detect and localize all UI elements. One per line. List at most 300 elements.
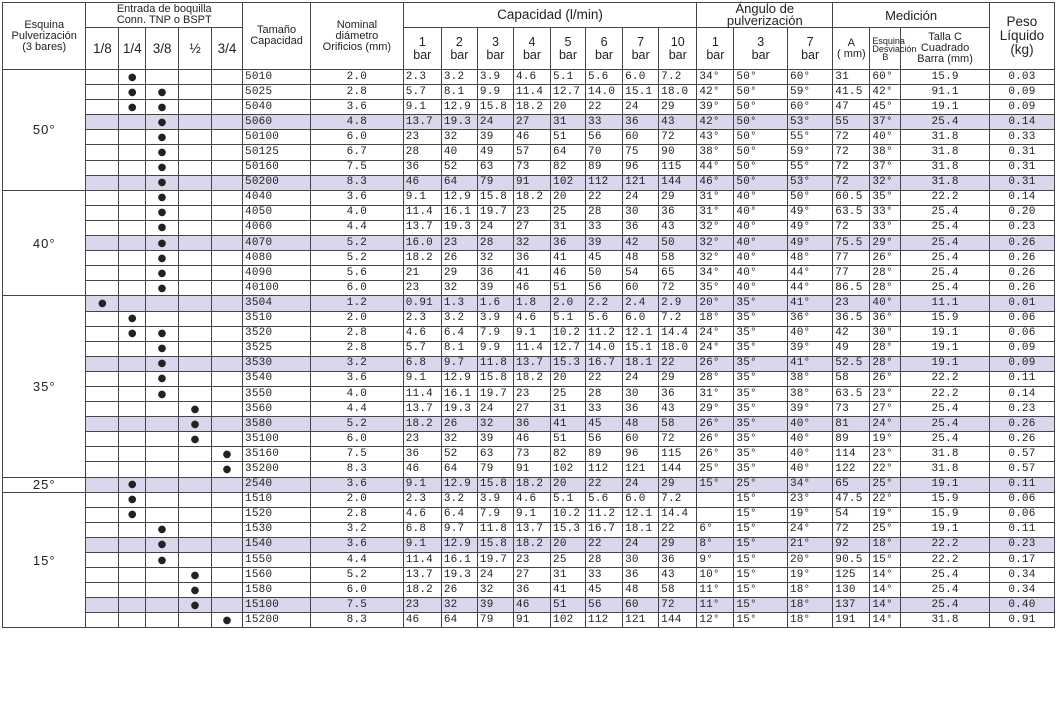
deviation-b-cell: 37° xyxy=(870,115,901,130)
capacity-size-cell: 1520 xyxy=(243,507,311,522)
capacity-size-cell: 3560 xyxy=(243,402,311,417)
weight-cell: 0.09 xyxy=(989,341,1054,356)
table-row xyxy=(3,402,1055,417)
capacity-cell: 3.2 xyxy=(441,70,477,85)
capacity-cell: 6.8 xyxy=(403,356,441,371)
capacity-cell: 52 xyxy=(441,160,477,175)
inlet-dot-icon: ● xyxy=(146,100,179,115)
orifice-diameter-cell: 2.8 xyxy=(311,341,404,356)
inlet-cell xyxy=(179,447,212,462)
capacity-cell: 28 xyxy=(477,236,513,251)
capacity-cell: 20 xyxy=(551,477,586,492)
capacity-cell: 46 xyxy=(403,613,441,628)
inlet-cell xyxy=(119,598,146,613)
capacity-size-cell: 35160 xyxy=(243,447,311,462)
capacity-size-cell: 3540 xyxy=(243,371,311,386)
deviation-b-cell: 60° xyxy=(870,70,901,85)
inlet-cell xyxy=(212,402,243,417)
capacity-size-cell: 1560 xyxy=(243,568,311,583)
spray-angle-cell: 50° xyxy=(734,70,788,85)
measure-a-cell: 36.5 xyxy=(833,311,870,326)
spray-angle-cell: 15° xyxy=(734,522,788,537)
measure-a-cell: 54 xyxy=(833,507,870,522)
capacity-cell: 15.1 xyxy=(623,85,659,100)
capacity-cell: 45 xyxy=(586,417,623,432)
deviation-b-cell: 14° xyxy=(870,613,901,628)
capacity-cell: 29 xyxy=(441,266,477,281)
spray-angle-cell: 49° xyxy=(787,220,832,235)
measure-a-cell: 58 xyxy=(833,371,870,386)
inlet-cell xyxy=(86,341,119,356)
capacity-cell: 2.3 xyxy=(403,492,441,507)
weight-cell: 0.57 xyxy=(989,447,1054,462)
capacity-cell: 36 xyxy=(623,220,659,235)
capacity-cell: 43 xyxy=(659,220,697,235)
capacity-cell: 49 xyxy=(477,145,513,160)
capacity-cell: 56 xyxy=(586,130,623,145)
capacity-cell: 8.1 xyxy=(441,85,477,100)
deviation-b-cell: 37° xyxy=(870,160,901,175)
spray-angle-cell: 55° xyxy=(787,160,832,175)
spray-angle-cell: 41° xyxy=(787,356,832,371)
inlet-cell xyxy=(146,402,179,417)
capacity-cell: 39 xyxy=(477,130,513,145)
capacity-cell: 24 xyxy=(477,568,513,583)
capacity-cell: 11.8 xyxy=(477,356,513,371)
inlet-cell xyxy=(146,311,179,326)
capacity-cell: 9.1 xyxy=(403,537,441,552)
inlet-cell xyxy=(146,583,179,598)
capacity-cell: 22 xyxy=(586,190,623,205)
capacity-size-cell: 15100 xyxy=(243,598,311,613)
weight-cell: 0.26 xyxy=(989,432,1054,447)
inlet-cell xyxy=(179,553,212,568)
orifice-diameter-cell: 7.5 xyxy=(311,447,404,462)
capacity-cell: 48 xyxy=(623,583,659,598)
deviation-b-cell: 14° xyxy=(870,583,901,598)
spray-angle-cell: 24° xyxy=(697,326,734,341)
capacity-cell: 2.3 xyxy=(403,70,441,85)
inlet-cell xyxy=(179,220,212,235)
measure-a-cell: 137 xyxy=(833,598,870,613)
capacity-cell: 41 xyxy=(551,417,586,432)
capacity-size-cell: 5060 xyxy=(243,115,311,130)
capacity-size-cell: 2540 xyxy=(243,477,311,492)
bar-size-c-cell: 11.1 xyxy=(901,296,990,311)
deviation-b-cell: 32° xyxy=(870,175,901,190)
inlet-cell xyxy=(86,190,119,205)
capacity-cell: 3.9 xyxy=(477,70,513,85)
capacity-cell: 9.1 xyxy=(513,507,550,522)
bar-size-c-cell: 15.9 xyxy=(901,507,990,522)
measure-a-cell: 90.5 xyxy=(833,553,870,568)
capacity-size-cell: 1540 xyxy=(243,537,311,552)
spray-angle-cell: 35° xyxy=(734,356,788,371)
capacity-cell: 56 xyxy=(586,432,623,447)
capacity-cell: 7.2 xyxy=(659,70,697,85)
capacity-cell: 30 xyxy=(623,205,659,220)
inlet-cell xyxy=(119,462,146,477)
weight-cell: 0.26 xyxy=(989,281,1054,296)
inlet-cell xyxy=(212,266,243,281)
inlet-cell xyxy=(212,115,243,130)
bar-size-c-cell: 15.9 xyxy=(901,311,990,326)
capacity-cell: 60 xyxy=(623,281,659,296)
weight-cell: 0.09 xyxy=(989,100,1054,115)
inlet-cell xyxy=(212,417,243,432)
inlet-dot-icon: ● xyxy=(86,296,119,311)
capacity-cell: 39 xyxy=(477,432,513,447)
inlet-cell xyxy=(179,386,212,401)
weight-cell: 0.26 xyxy=(989,266,1054,281)
spray-angle-cell: 31° xyxy=(697,386,734,401)
capacity-cell: 16.1 xyxy=(441,386,477,401)
weight-cell: 0.14 xyxy=(989,190,1054,205)
table-row xyxy=(3,251,1055,266)
capacity-cell: 9.9 xyxy=(477,85,513,100)
capacity-size-cell: 1580 xyxy=(243,583,311,598)
inlet-cell xyxy=(212,371,243,386)
capacity-size-cell: 35200 xyxy=(243,462,311,477)
capacity-cell: 13.7 xyxy=(403,220,441,235)
capacity-cell: 3.9 xyxy=(477,492,513,507)
deviation-b-cell: 15° xyxy=(870,553,901,568)
deviation-b-cell: 42° xyxy=(870,85,901,100)
angle-pressure-header: 1 bar xyxy=(697,28,734,70)
inlet-dot-icon: ● xyxy=(146,205,179,220)
capacity-cell: 33 xyxy=(586,568,623,583)
capacity-cell: 121 xyxy=(623,462,659,477)
inlet-cell xyxy=(179,236,212,251)
capacity-cell: 2.3 xyxy=(403,311,441,326)
capacity-cell: 58 xyxy=(659,251,697,266)
capacity-size-cell: 4050 xyxy=(243,205,311,220)
capacity-cell: 36 xyxy=(513,583,550,598)
weight-cell: 0.31 xyxy=(989,175,1054,190)
inlet-cell xyxy=(179,160,212,175)
capacity-cell: 63 xyxy=(477,447,513,462)
table-row xyxy=(3,598,1055,613)
spray-angle-cell: 11° xyxy=(697,598,734,613)
measure-a-cell: 52.5 xyxy=(833,356,870,371)
orifice-diameter-cell: 4.4 xyxy=(311,220,404,235)
capacity-cell: 79 xyxy=(477,462,513,477)
spray-angle-cell: 31° xyxy=(697,190,734,205)
capacity-cell: 9.7 xyxy=(441,522,477,537)
inlet-cell xyxy=(212,341,243,356)
capacity-cell: 12.9 xyxy=(441,537,477,552)
deviation-b-cell: 26° xyxy=(870,251,901,266)
capacity-cell: 36 xyxy=(623,568,659,583)
inlet-cell xyxy=(212,160,243,175)
inlet-cell xyxy=(86,598,119,613)
capacity-cell: 65 xyxy=(659,266,697,281)
capacity-cell: 60 xyxy=(623,130,659,145)
inlet-cell xyxy=(212,553,243,568)
capacity-cell: 29 xyxy=(659,477,697,492)
inlet-dot-icon: ● xyxy=(119,507,146,522)
inlet-cell xyxy=(179,537,212,552)
inlet-cell xyxy=(119,553,146,568)
table-row xyxy=(3,522,1055,537)
inlet-cell xyxy=(86,145,119,160)
deviation-b-cell: 22° xyxy=(870,492,901,507)
deviation-b-cell: 23° xyxy=(870,447,901,462)
capacity-cell: 11.2 xyxy=(586,326,623,341)
inlet-cell xyxy=(86,522,119,537)
table-row xyxy=(3,115,1055,130)
weight-cell: 0.40 xyxy=(989,598,1054,613)
inlet-cell xyxy=(119,145,146,160)
inlet-dot-icon: ● xyxy=(146,85,179,100)
capacity-size-cell: 3580 xyxy=(243,417,311,432)
spray-angle-cell: 15° xyxy=(734,492,788,507)
table-row xyxy=(3,160,1055,175)
orifice-diameter-cell: 4.0 xyxy=(311,205,404,220)
spray-angle-cell: 50° xyxy=(734,160,788,175)
spray-angle-cell: 20° xyxy=(697,296,734,311)
inlet-cell xyxy=(179,100,212,115)
capacity-cell: 18.1 xyxy=(623,356,659,371)
orifice-diameter-cell: 7.5 xyxy=(311,160,404,175)
weight-header: Peso Líquido (kg) xyxy=(989,3,1054,70)
spray-angle-cell: 40° xyxy=(734,205,788,220)
capacity-cell: 25 xyxy=(551,386,586,401)
measure-a-cell: 63.5 xyxy=(833,386,870,401)
inlet-cell xyxy=(86,537,119,552)
spray-angle-cell: 36° xyxy=(787,311,832,326)
bar-size-c-cell: 25.4 xyxy=(901,251,990,266)
inlet-cell xyxy=(119,220,146,235)
measure-a-cell: 77 xyxy=(833,251,870,266)
orifice-diameter-cell: 2.8 xyxy=(311,85,404,100)
orifice-diameter-cell: 1.2 xyxy=(311,296,404,311)
capacity-cell: 1.3 xyxy=(441,296,477,311)
capacity-cell: 73 xyxy=(513,160,550,175)
measure-a-cell: 86.5 xyxy=(833,281,870,296)
inlet-cell xyxy=(86,281,119,296)
capacity-cell: 56 xyxy=(586,598,623,613)
capacity-cell: 82 xyxy=(551,447,586,462)
deviation-b-cell: 40° xyxy=(870,130,901,145)
capacity-cell: 41 xyxy=(551,583,586,598)
capacity-size-cell: 1510 xyxy=(243,492,311,507)
table-row xyxy=(3,326,1055,341)
table-row xyxy=(3,537,1055,552)
capacity-cell: 15.1 xyxy=(623,341,659,356)
capacity-cell: 91 xyxy=(513,613,550,628)
capacity-cell: 5.6 xyxy=(586,311,623,326)
capacity-cell: 22 xyxy=(586,537,623,552)
inlet-cell xyxy=(179,492,212,507)
inlet-cell xyxy=(119,432,146,447)
spray-angle-cell: 40° xyxy=(787,326,832,341)
capacity-cell: 79 xyxy=(477,613,513,628)
orifice-diameter-cell: 6.0 xyxy=(311,281,404,296)
inlet-cell xyxy=(86,311,119,326)
measure-a-cell: 42 xyxy=(833,326,870,341)
measure-a-cell: 60.5 xyxy=(833,190,870,205)
capacity-cell: 46 xyxy=(513,432,550,447)
capacity-cell: 23 xyxy=(403,130,441,145)
spray-angle-cell: 9° xyxy=(697,553,734,568)
inlet-dot-icon: ● xyxy=(119,492,146,507)
spray-angle-cell: 18° xyxy=(787,583,832,598)
capacity-cell: 15.8 xyxy=(477,477,513,492)
capacity-cell: 23 xyxy=(441,236,477,251)
table-row xyxy=(3,417,1055,432)
inlet-cell xyxy=(179,205,212,220)
inlet-dot-icon: ● xyxy=(119,477,146,492)
inlet-cell xyxy=(119,175,146,190)
capacity-cell: 21 xyxy=(403,266,441,281)
capacity-cell: 11.4 xyxy=(403,386,441,401)
table-row xyxy=(3,371,1055,386)
capacity-pressure-header: 10 bar xyxy=(659,28,697,70)
table-row xyxy=(3,220,1055,235)
capacity-cell: 4.6 xyxy=(513,492,550,507)
table-row xyxy=(3,432,1055,447)
spray-angle-cell: 41° xyxy=(787,296,832,311)
inlet-size-header: 1/8 xyxy=(86,28,119,70)
spray-angle-cell: 34° xyxy=(697,266,734,281)
spray-angle-cell: 24° xyxy=(787,522,832,537)
deviation-b-cell: 19° xyxy=(870,507,901,522)
weight-cell: 0.01 xyxy=(989,296,1054,311)
capacity-cell: 48 xyxy=(623,417,659,432)
capacity-cell: 36 xyxy=(513,417,550,432)
table-row xyxy=(3,386,1055,401)
deviation-b-cell: 19° xyxy=(870,432,901,447)
capacity-cell: 31 xyxy=(551,402,586,417)
bar-size-c-cell: 31.8 xyxy=(901,613,990,628)
spray-angle-cell: 6° xyxy=(697,522,734,537)
capacity-cell: 33 xyxy=(586,402,623,417)
deviation-b-cell: 18° xyxy=(870,537,901,552)
spray-angle-cell: 35° xyxy=(734,386,788,401)
spray-angle-cell: 15° xyxy=(734,568,788,583)
inlet-header: Entrada de boquilla Conn. TNP o BSPT xyxy=(86,3,243,28)
inlet-cell xyxy=(86,371,119,386)
inlet-dot-icon: ● xyxy=(146,266,179,281)
weight-cell: 0.34 xyxy=(989,583,1054,598)
capacity-cell: 36 xyxy=(403,447,441,462)
capacity-size-cell: 3520 xyxy=(243,326,311,341)
table-row xyxy=(3,507,1055,522)
inlet-cell xyxy=(212,130,243,145)
bar-size-c-cell: 31.8 xyxy=(901,462,990,477)
orifice-diameter-cell: 7.5 xyxy=(311,598,404,613)
weight-cell: 0.14 xyxy=(989,386,1054,401)
spray-angle-cell: 35° xyxy=(734,371,788,386)
measure-a-cell: 47.5 xyxy=(833,492,870,507)
capacity-size-cell: 4070 xyxy=(243,236,311,251)
capacity-header: Capacidad (l/min) xyxy=(403,3,697,28)
capacity-cell: 18.1 xyxy=(623,522,659,537)
bar-size-c-cell: 25.4 xyxy=(901,583,990,598)
capacity-cell: 72 xyxy=(659,130,697,145)
capacity-cell: 112 xyxy=(586,613,623,628)
spray-angle-cell: 18° xyxy=(697,311,734,326)
weight-cell: 0.23 xyxy=(989,402,1054,417)
spray-angle-cell: 32° xyxy=(697,236,734,251)
capacity-cell: 9.9 xyxy=(477,341,513,356)
capacity-cell: 7.9 xyxy=(477,507,513,522)
inlet-cell xyxy=(86,205,119,220)
capacity-cell: 14.0 xyxy=(586,85,623,100)
inlet-dot-icon: ● xyxy=(146,220,179,235)
capacity-cell: 22 xyxy=(586,477,623,492)
measure-a-cell: 72 xyxy=(833,220,870,235)
spray-angle-cell: 40° xyxy=(787,417,832,432)
capacity-cell: 32 xyxy=(441,130,477,145)
capacity-cell: 46 xyxy=(551,266,586,281)
capacity-cell: 12.7 xyxy=(551,85,586,100)
capacity-cell: 39 xyxy=(477,281,513,296)
spray-angle-cell xyxy=(697,507,734,522)
capacity-cell: 41 xyxy=(513,266,550,281)
capacity-cell: 72 xyxy=(659,598,697,613)
capacity-cell: 20 xyxy=(551,537,586,552)
weight-cell: 0.06 xyxy=(989,507,1054,522)
capacity-cell: 18.0 xyxy=(659,85,697,100)
capacity-cell: 23 xyxy=(513,205,550,220)
inlet-cell xyxy=(179,70,212,85)
capacity-cell: 24 xyxy=(623,477,659,492)
inlet-cell xyxy=(86,613,119,628)
capacity-cell: 15.8 xyxy=(477,100,513,115)
spray-angle-cell: 35° xyxy=(734,402,788,417)
spray-angle-cell: 48° xyxy=(787,251,832,266)
capacity-cell: 56 xyxy=(586,281,623,296)
capacity-cell: 96 xyxy=(623,447,659,462)
inlet-dot-icon: ● xyxy=(146,281,179,296)
capacity-cell: 11.8 xyxy=(477,522,513,537)
measure-a-cell: 77 xyxy=(833,266,870,281)
inlet-cell xyxy=(119,537,146,552)
capacity-cell: 4.6 xyxy=(513,70,550,85)
capacity-cell: 5.6 xyxy=(586,70,623,85)
measure-a-cell: 89 xyxy=(833,432,870,447)
capacity-cell: 11.4 xyxy=(513,85,550,100)
capacity-cell: 23 xyxy=(403,598,441,613)
capacity-cell: 50 xyxy=(659,236,697,251)
orifice-header: Nominal diámetro Orificios (mm) xyxy=(311,3,404,70)
weight-cell: 0.06 xyxy=(989,326,1054,341)
weight-cell: 0.20 xyxy=(989,205,1054,220)
capacity-pressure-header: 4 bar xyxy=(513,28,550,70)
deviation-b-cell: 26° xyxy=(870,371,901,386)
spray-angle-cell: 35° xyxy=(734,296,788,311)
capacity-cell: 7.2 xyxy=(659,311,697,326)
spray-angle-cell: 19° xyxy=(787,507,832,522)
capacity-size-cell: 35100 xyxy=(243,432,311,447)
orifice-diameter-cell: 5.2 xyxy=(311,236,404,251)
inlet-cell xyxy=(119,583,146,598)
capacity-size-cell: 1550 xyxy=(243,553,311,568)
measure-header: Medición xyxy=(833,3,990,28)
spray-angle-cell: 15° xyxy=(734,613,788,628)
spray-angle-cell: 38° xyxy=(697,145,734,160)
capacity-cell: 5.6 xyxy=(586,492,623,507)
weight-cell: 0.57 xyxy=(989,462,1054,477)
capacity-cell: 5.1 xyxy=(551,311,586,326)
capacity-cell: 28 xyxy=(586,553,623,568)
inlet-cell xyxy=(86,507,119,522)
inlet-cell xyxy=(146,70,179,85)
inlet-cell xyxy=(119,341,146,356)
orifice-diameter-cell: 3.6 xyxy=(311,477,404,492)
